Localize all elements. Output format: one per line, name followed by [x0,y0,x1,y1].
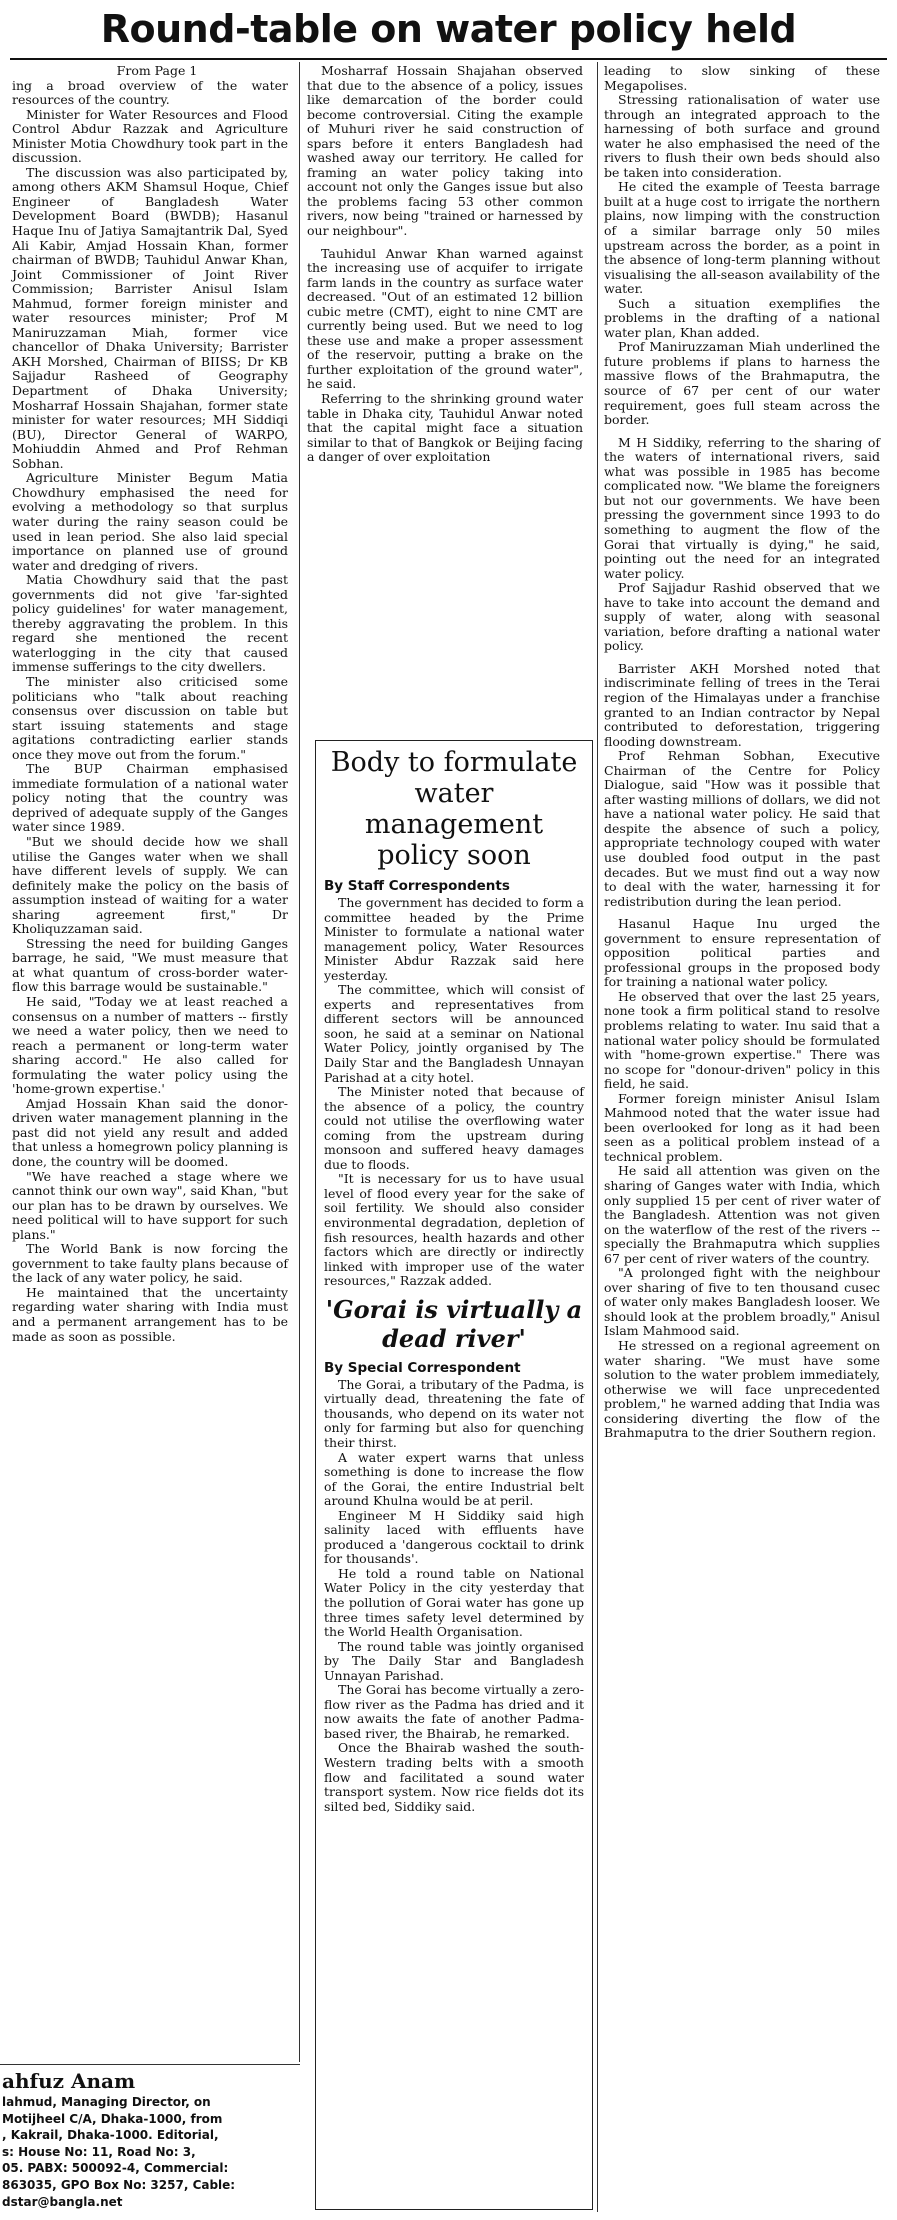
imprint-line: 05. PABX: 500092-4, Commercial: [2,2161,229,2176]
paragraph: The government has decided to form a committee headed by the Prime Minister to formulate a national water management policy, Water Resources Minister Abdur Razzak said here yesterday. [324,895,584,983]
paragraph: The Gorai has become virtually a zero-flow river as the Padma has dried and it now awaits the fate of another Padma-based river, the Bhairab, he remarked. [324,1682,584,1741]
article-column-1 [8,64,292,2066]
paragraph: A water expert warns that unless something is done to increase the flow of the Gorai, the entire Industrial belt around Khulna would be at peril. [324,1449,584,1509]
paragraph: Once the Bhairab washed the south-Western trading belts with a smooth flow and facilitated a sound water transport system. Now rice fields dot its silted bed, Siddiky said. [324,1740,584,1814]
column-divider-2 [597,62,598,2212]
box-byline: By Staff Correspondents [324,878,510,894]
paragraph: Engineer M H Siddiky said high salinity laced with effluents have produced a 'dangerous cocktail to drink for thousands'. [324,1507,584,1567]
paragraph: He told a round table on National Water Policy in the city yesterday that the pollution of Gorai water has gone up three times safety level determined by the World Health Organisation. [324,1565,584,1640]
headline-rule [10,58,887,60]
paragraph: The BUP Chairman emphasised immediate formulation of a national water policy noting that the country was deprived of adequate supply of the Ganges water since 1989. [12,761,288,835]
paragraph: Matia Chowdhury said that the past governments did not give 'far-sighted policy guidelines' for water management, thereby aggravating the problem. In this regard she mentioned the recent waterlogging in the city that caused immense sufferings to the city dwellers. [12,572,288,675]
paragraph: "We have reached a stage where we cannot think our own way", said Khan, "but our plan has to be drawn by ourselves. We need political will to have support for such plans." [12,1168,288,1242]
paragraph: Such a situation exemplifies the problems in the drafting of a national water plan, Khan added. [604,295,880,340]
paragraph: Referring to the shrinking ground water table in Dhaka city, Tauhidul Anwar noted that the capital might face a situation similar to that of Bangkok or Beijing facing a danger of over exploitation [307,391,583,465]
paragraph: Former foreign minister Anisul Islam Mahmood noted that the water issue had been overlooked for long as it had been seen as a political problem instead of a technical problem. [604,1090,880,1164]
imprint-line: lahmud, Managing Director, on [2,2095,211,2109]
paragraph: Prof Maniruzzaman Miah underlined the future problems if plans to harness the massive flows of the Brahmaputra, the source of 67 per cent of our water requirement, goes full steam across the border. [604,339,880,428]
article-column-2 [303,64,587,744]
column-divider-1 [299,62,300,2062]
sub-byline: By Special Correspondent [324,1359,521,1376]
paragraph: Tauhidul Anwar Khan warned against the increasing use of acquifer to irrigate farm lands in the country as surface water decreased. "Out of an estimated 12 billion cubic metre (CMT), eight to nine CMT are currently being used. But we need to log these use and make a proper assessment of the reservoir, putting a brake on the further exploitation of the ground water", he said. [307,245,583,392]
paragraph: The round table was jointly organised by The Daily Star and Bangladesh Unnayan Parishad. [324,1638,584,1683]
paragraph: He observed that over the last 25 years, none took a firm political stand to resolve problems relating to water. Inu said that a national water policy should be formulated with "home-grown expertise." There was no scope for "donour-driven" policy in this field, he said. [604,988,880,1092]
imprint-line: s: House No: 11, Road No: 3, [2,2144,196,2159]
paragraph: Stressing the need for building Ganges barrage, he said, "We must measure that at what quantum of cross-border water-flow this barrage would be sustainable." [12,935,288,995]
paragraph: The Minister noted that because of the absence of a policy, the country could not utilise the overflowing water coming from the upstream during monsoon and suffered heavy damages due to floods. [324,1084,584,1172]
paragraph: "But we should decide how we shall utilise the Ganges water when we shall have different levels of supply. We can definitely make the policy on the basis of assumption instead of waiting for a water sharing agreement first," Dr Kholiquzzaman said. [12,833,288,937]
paragraph: He cited the example of Teesta barrage built at a huge cost to irrigate the northern plains, now limping with the construction of a similar barrage only 50 miles upstream across the border, as a point in the absence of long-term planning without visualising the all-season availability of the water. [604,179,880,297]
paragraph: Prof Sajjadur Rashid observed that we have to take into account the demand and supply of water, along with seasonal variation, before drafting a national water policy. [604,580,880,654]
paragraph: Stressing rationalisation of water use through an integrated approach to the harnessing of both surface and ground water he also emphasised the need of the rivers to flush their own beds should also be taken into consideration. [604,92,880,180]
article-column-3 [600,64,884,2214]
box-headline: Body to formulate water management policy soon [330,747,578,871]
imprint-rule [0,2064,300,2065]
paragraph: Hasanul Haque Inu urged the government to ensure representation of opposition political parties and professional groups in the proposed body for training a national water policy. [604,916,880,990]
imprint-line: , Kakrail, Dhaka-1000. Editorial, [2,2128,219,2143]
paragraph: "It is necessary for us to have usual level of flood every year for the sake of soil fertility. We should also consider environmental degradation, depletion of fish resources, health hazards and other factors which are directly or indirectly linked with improper use of the water resources," Razzak added. [324,1171,584,1289]
paragraph: Prof Rehman Sobhan, Executive Chairman of the Centre for Policy Dialogue, said "How was it possible that after wasting millions of dollars, we did not have a national water policy. He said that despite the absence of such a policy, appropriate technology couped with water use doubled food output in the past decades. But we must find out a way now to deal with the water, harnessing it for redistribution during the lean period. [604,748,880,909]
paragraph: He stressed on a regional agreement on water sharing. "We must have some solution to the water problem immediately, otherwise we will face unprecedented problem," he warned adding that India was considering diverting the flow of the Brahmaputra to the drier Southern region. [604,1338,880,1441]
paragraph: The committee, which will consist of experts and representatives from different sectors will be announced soon, he said at a seminar on National Water Policy, jointly organised by The Daily Star and the Bangladesh Unnayan Parishad at a city hotel. [324,982,584,1085]
paragraph: Mosharraf Hossain Shajahan observed that due to the absence of a policy, issues like demarcation of the border could become controversial. Citing the example of Muhuri river he said construction of spars before it enters Bangladesh had washed away our territory. He called for framing an water policy taking into account not only the Ganges issue but also the problems facing 53 other common rivers, now being "trained or harnessed by our neighbour". [307,64,583,239]
boxed-story [315,740,593,2210]
paragraph: Minister for Water Resources and Flood Control Abdur Razzak and Agriculture Minister Motia Chowdhury took part in the discussion. [12,106,288,166]
paragraph: The discussion was also participated by, among others AKM Shamsul Hoque, Chief Engineer of Bangladesh Water Development Board (BWDB); Hasanul Haque Inu of Jatiya Samajtantrik Dal, Syed Ali Kabir, Amjad Hossain Khan, former chairman of BWDB; Tauhidul Anwar Khan, Joint Commissioner of Joint River Commission; Barrister Anisul Islam Mahmud, former foreign minister and water resources minister; Prof M Maniruzzaman Miah, former vice chancellor of Dhaka University; Barrister AKH Morshed, Chairman of BIISS; Dr KB Sajjadur Rasheed of Geography Department of Dhaka University; Mosharraf Hossain Shajahan, former state minister for water resources; MH Siddiqi (BU), Director General of WARPO, Mohiuddin Ahmed and Prof Rehman Sobhan. [12,164,288,471]
paragraph: leading to slow sinking of these Megapolises. [604,64,880,93]
paragraph: He maintained that the uncertainty regarding water sharing with India must and a permanent arrangement has to be made as soon as possible. [12,1284,288,1344]
sub-headline: 'Gorai is virtually a dead river' [325,1294,583,1353]
headline: Round-table on water policy held [100,7,797,51]
imprint [0,2068,300,2220]
paragraph: He said, "Today we at least reached a consensus on a number of matters -- firstly we need a water policy, then we need to reach a permanent or long-term water sharing accord." He also called for formulating the water policy using the 'home-grown expertise.' [12,994,288,1097]
imprint-line: 863035, GPO Box No: 3257, Cable: [2,2177,236,2192]
paragraph: Barrister AKH Morshed noted that indiscriminate felling of trees in the Terai region of the Himalayas under a franchise granted to an Indian contractor by Nepal contributed to deforestation, triggering flooding downstream. [604,660,880,749]
paragraph: M H Siddiky, referring to the sharing of the waters of international rivers, said what was possible in 1985 has become complicated now. "We blame the foreigners but not our governments. We have been pressing the government since 1993 to do something to augment the flow of the Gorai that virtually is dying," he said, pointing out the need for an integrated water policy. [604,434,880,581]
from-page-label: From Page 1 [116,64,198,78]
imprint-line: dstar@bangla.net [2,2194,123,2209]
paragraph: "A prolonged fight with the neighbour over sharing of five to ten thousand cusec of water only makes Bangladesh looser. We should look at the problem broadly," Anisul Islam Mahmood said. [604,1265,880,1339]
imprint-line: Motijheel C/A, Dhaka-1000, from [2,2111,223,2126]
imprint-name: ahfuz Anam [2,2069,136,2093]
paragraph: Agriculture Minister Begum Matia Chowdhury emphasised the need for evolving a methodology so that surplus water during the rainy season could be used in lean period. She also laid special importance on planned use of ground water and dredging of rivers. [12,470,288,573]
paragraph: The World Bank is now forcing the government to take faulty plans because of the lack of any water policy, he said. [12,1241,288,1286]
paragraph: ing a broad overview of the water resources of the country. [12,77,288,108]
paragraph: He said all attention was given on the sharing of Ganges water with India, which only supplied 15 per cent of river water of the Bangladesh. Attention was not given on the waterflow of the rest of the rivers -- specially the Brahmaputra which supplies 67 per cent of river waters of the country. [604,1163,880,1266]
paragraph: Amjad Hossain Khan said the donor-driven water management planning in the past did not yield any result and added that unless a homegrown policy planning is done, the country will be doomed. [12,1095,288,1170]
paragraph: The Gorai, a tributary of the Padma, is virtually dead, threatening the fate of thousands, who depend on its water not only for farming but also for quenching their thirst. [324,1376,584,1450]
paragraph: The minister also criticised some politicians who "talk about reaching consensus over discussion on table but start issuing statements and stage agitations contradicting earlier stands once they move out from the forum." [12,673,288,762]
